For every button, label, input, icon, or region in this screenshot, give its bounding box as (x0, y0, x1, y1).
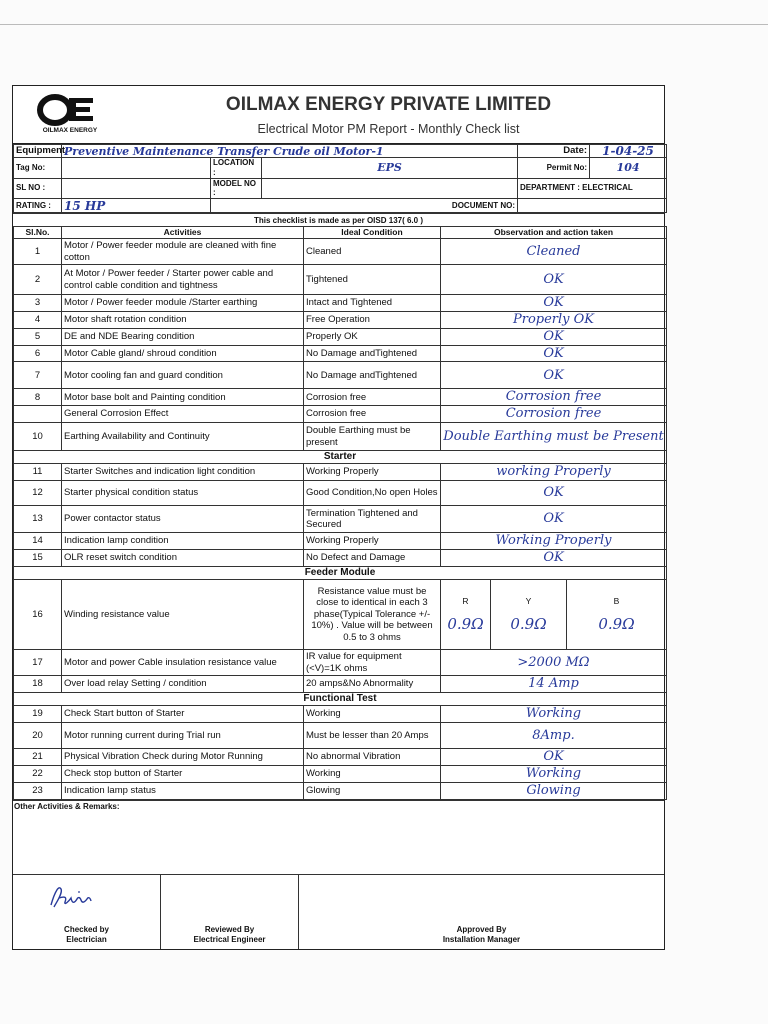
row-observation: 14 Amp (441, 676, 667, 693)
checklist-row (14, 265, 667, 295)
checklist-row (14, 782, 667, 799)
row-sl-no: 7 (14, 362, 62, 389)
row-activity: Over load relay Setting / condition (62, 676, 304, 693)
remarks-label: Other Activities & Remarks: (14, 801, 120, 811)
equipment-label: Equipment: (14, 145, 62, 158)
row-observation: OK (441, 506, 667, 533)
row-sl-no: 20 (14, 723, 62, 749)
checklist-row (14, 464, 667, 481)
row-observation: Properly OK (441, 311, 667, 328)
svg-text:OILMAX ENERGY: OILMAX ENERGY (42, 127, 98, 134)
row-observation: >2000 MΩ (441, 650, 667, 676)
winding-phase-y (491, 580, 567, 650)
row-activity: Motor cooling fan and guard condition (62, 362, 304, 389)
row-activity: Starter Switches and indication light condition (62, 464, 304, 481)
electrician-signature (47, 881, 95, 911)
checklist-row (14, 345, 667, 362)
report-header (13, 86, 664, 144)
equipment-info-table (13, 144, 667, 213)
col-activities: Activities (62, 227, 304, 239)
checklist-row (14, 362, 667, 389)
reviewed-by-label: Reviewed By Electrical Engineer (193, 924, 266, 944)
phase-value-y: 0.9Ω (510, 614, 547, 633)
checklist-row (14, 328, 667, 345)
permit-label: Permit No: (518, 158, 590, 179)
row-ideal-condition: No abnormal Vibration (304, 749, 441, 766)
checklist-note: This checklist is made as per OISD 137( 6.0 ) (13, 213, 664, 226)
row-activity: OLR reset switch condition (62, 550, 304, 567)
tag-value (62, 158, 211, 179)
row-sl-no: 17 (14, 650, 62, 676)
row-sl-no (14, 406, 62, 423)
section-heading: Feeder Module (14, 566, 667, 579)
location-value: EPS (262, 158, 518, 179)
row-activity: Check Start button of Starter (62, 706, 304, 723)
col-sl-no: Sl.No. (14, 227, 62, 239)
row-ideal-condition: Working (304, 765, 441, 782)
row-ideal-condition: 20 amps&No Abnormality (304, 676, 441, 693)
row-activity: Starter physical condition status (62, 481, 304, 506)
company-name: OILMAX ENERGY PRIVATE LIMITED (225, 94, 552, 115)
row-activity: Physical Vibration Check during Motor Running (62, 749, 304, 766)
row-sl-no: 4 (14, 311, 62, 328)
section-row (14, 566, 667, 579)
scan-edge-line (0, 24, 768, 25)
model-value (262, 178, 518, 199)
row-ideal-condition: Properly OK (304, 328, 441, 345)
row-activity: Motor Cable gland/ shroud condition (62, 345, 304, 362)
rating-value: 15 HP (62, 199, 211, 213)
sl-label: SL NO : (14, 178, 62, 199)
row-activity: Motor base bolt and Painting condition (62, 389, 304, 406)
approved-by-label: Approved By Installation Manager (442, 924, 521, 944)
row-sl-no: 2 (14, 265, 62, 295)
checklist-row (14, 706, 667, 723)
checklist-row (14, 481, 667, 506)
row-activity: Motor / Power feeder module /Starter earthing (62, 295, 304, 312)
row-activity: Motor and power Cable insulation resistance value (62, 650, 304, 676)
col-ideal-condition: Ideal Condition (304, 227, 441, 239)
row-ideal-condition: Tightened (304, 265, 441, 295)
checklist-row (14, 550, 667, 567)
row-activity: Motor shaft rotation condition (62, 311, 304, 328)
row-sl-no: 23 (14, 782, 62, 799)
signoff-row (13, 874, 664, 949)
row-ideal-condition: Intact and Tightened (304, 295, 441, 312)
document-label: DOCUMENT NO: (211, 199, 518, 213)
row-sl-no: 10 (14, 423, 62, 451)
row-observation: OK (441, 749, 667, 766)
row-ideal-condition: Cleaned (304, 239, 441, 265)
row-sl-no: 15 (14, 550, 62, 567)
row-ideal-condition: Resistance value must be close to identical in each 3 phase(Typical Tolerance +/- 10%) . Value will be between 0.5 to 3 ohms (304, 580, 441, 650)
row-observation: Corrosion free (441, 389, 667, 406)
row-observation: 8Amp. (441, 723, 667, 749)
row-sl-no: 13 (14, 506, 62, 533)
row-sl-no: 12 (14, 481, 62, 506)
row-observation: OK (441, 295, 667, 312)
row-ideal-condition: Working Properly (304, 533, 441, 550)
row-ideal-condition: Corrosion free (304, 389, 441, 406)
document-value (518, 199, 667, 213)
row-activity: Winding resistance value (62, 580, 304, 650)
phase-value-b: 0.9Ω (598, 614, 635, 633)
checklist-row (14, 749, 667, 766)
row-observation: OK (441, 265, 667, 295)
checklist-row (14, 423, 667, 451)
approved-by-cell (299, 875, 664, 949)
row-ideal-condition: Termination Tightened and Secured (304, 506, 441, 533)
row-ideal-condition: Corrosion free (304, 406, 441, 423)
rating-label: RATING : (14, 199, 62, 213)
row-ideal-condition: No Damage andTightened (304, 362, 441, 389)
row-observation: OK (441, 362, 667, 389)
row-sl-no: 19 (14, 706, 62, 723)
row-ideal-condition: Working Properly (304, 464, 441, 481)
section-heading: Functional Test (14, 692, 667, 705)
permit-value: 104 (590, 158, 667, 179)
checklist-row (14, 533, 667, 550)
column-header-row (14, 227, 667, 239)
row-sl-no: 18 (14, 676, 62, 693)
row-sl-no: 1 (14, 239, 62, 265)
row-activity: Indication lamp status (62, 782, 304, 799)
row-sl-no: 16 (14, 580, 62, 650)
date-value: 1-04-25 (590, 145, 667, 158)
checklist-row (14, 406, 667, 423)
row-sl-no: 6 (14, 345, 62, 362)
pm-report-sheet (12, 85, 665, 950)
row-observation: Double Earthing must be Present (441, 423, 667, 451)
model-label: MODEL NO : (211, 178, 262, 199)
row-ideal-condition: Working (304, 706, 441, 723)
reviewed-by-cell (161, 875, 299, 949)
row-activity: General Corrosion Effect (62, 406, 304, 423)
row-activity: DE and NDE Bearing condition (62, 328, 304, 345)
row-sl-no: 11 (14, 464, 62, 481)
checked-by-cell (13, 875, 161, 949)
row-ideal-condition: Must be lesser than 20 Amps (304, 723, 441, 749)
row-ideal-condition: Free Operation (304, 311, 441, 328)
row-ideal-condition: IR value for equipment (<V)=1K ohms (304, 650, 441, 676)
checklist-row (14, 650, 667, 676)
row-sl-no: 3 (14, 295, 62, 312)
row-observation: OK (441, 481, 667, 506)
checklist-row (14, 580, 667, 650)
checklist-row (14, 676, 667, 693)
phase-label-r: R (462, 596, 469, 607)
checklist-row (14, 295, 667, 312)
row-activity: Motor / Power feeder module are cleaned with fine cotton (62, 239, 304, 265)
section-heading: Starter (14, 451, 667, 464)
row-sl-no: 5 (14, 328, 62, 345)
row-observation: Cleaned (441, 239, 667, 265)
row-observation: Corrosion free (441, 406, 667, 423)
row-sl-no: 21 (14, 749, 62, 766)
row-ideal-condition: Double Earthing must be present (304, 423, 441, 451)
winding-phase-r (441, 580, 491, 650)
checklist-row (14, 723, 667, 749)
row-activity: Earthing Availability and Continuity (62, 423, 304, 451)
equipment-value: Preventive Maintenance Transfer Crude oil Motor-1 (62, 145, 518, 158)
row-observation: working Properly (441, 464, 667, 481)
row-observation: Glowing (441, 782, 667, 799)
checklist-row (14, 311, 667, 328)
row-ideal-condition: No Damage andTightened (304, 345, 441, 362)
phase-label-y: Y (525, 596, 532, 607)
row-observation: Working (441, 765, 667, 782)
row-ideal-condition: Good Condition,No open Holes (304, 481, 441, 506)
row-activity: Power contactor status (62, 506, 304, 533)
row-sl-no: 14 (14, 533, 62, 550)
report-title: Electrical Motor PM Report - Monthly Check list (257, 122, 520, 136)
row-observation: OK (441, 328, 667, 345)
row-activity: Motor running current during Trial run (62, 723, 304, 749)
section-row (14, 451, 667, 464)
row-ideal-condition: Glowing (304, 782, 441, 799)
row-sl-no: 22 (14, 765, 62, 782)
section-row (14, 692, 667, 705)
checklist-table (13, 226, 667, 800)
phase-label-b: B (613, 596, 620, 607)
row-sl-no: 8 (14, 389, 62, 406)
row-activity: Check stop button of Starter (62, 765, 304, 782)
row-observation: OK (441, 345, 667, 362)
checklist-row (14, 765, 667, 782)
sl-value (62, 178, 211, 199)
col-observation: Observation and action taken (441, 227, 667, 239)
checklist-row (14, 506, 667, 533)
department-label: DEPARTMENT : ELECTRICAL (518, 178, 667, 199)
row-observation: Working Properly (441, 533, 667, 550)
location-label: LOCATION : (211, 158, 262, 179)
checklist-row (14, 239, 667, 265)
row-observation: Working (441, 706, 667, 723)
row-activity: Indication lamp condition (62, 533, 304, 550)
date-label: Date: (518, 145, 590, 158)
winding-phase-b (567, 580, 667, 650)
row-ideal-condition: No Defect and Damage (304, 550, 441, 567)
checklist-row (14, 389, 667, 406)
checked-by-label: Checked by Electrician (64, 924, 109, 944)
tag-label: Tag No: (14, 158, 62, 179)
phase-value-r: 0.9Ω (447, 614, 484, 633)
remarks-box (13, 800, 664, 874)
row-activity: At Motor / Power feeder / Starter power cable and control cable condition and tightness (62, 265, 304, 295)
row-observation: OK (441, 550, 667, 567)
